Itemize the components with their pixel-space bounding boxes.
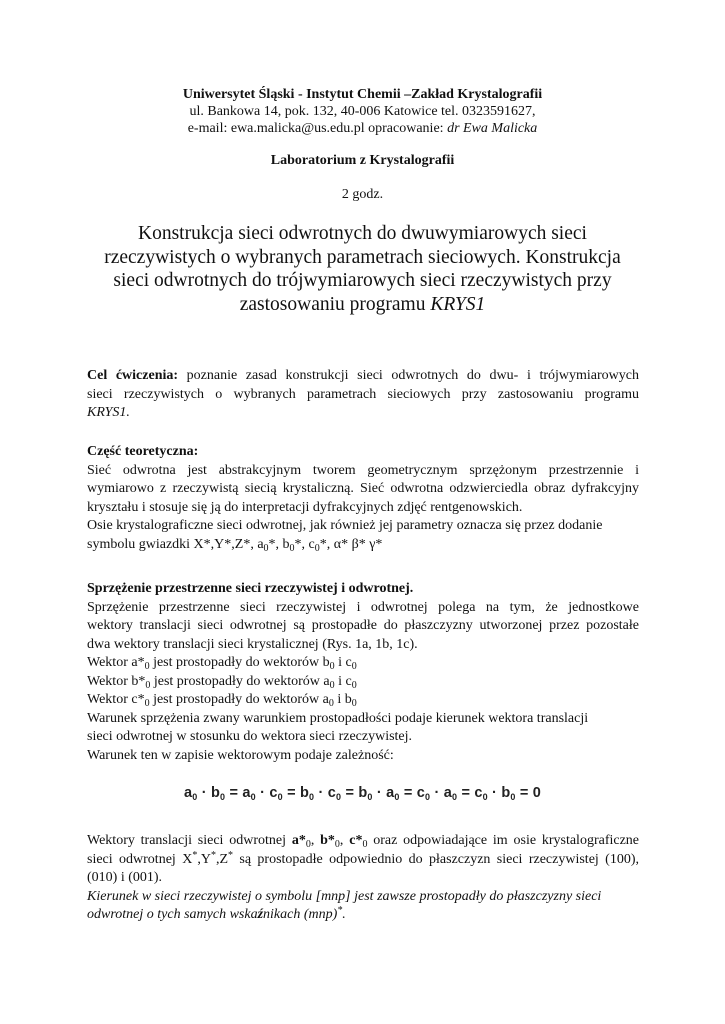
goal-line-1 — [87, 367, 639, 386]
theory-heading: Część teoretyczna: — [87, 444, 199, 459]
f-sub: 0 — [220, 792, 226, 802]
wa2: jest prostopadły do wektorów b — [149, 655, 330, 670]
vectors-section — [87, 832, 639, 925]
v-l5b: ź — [257, 907, 264, 922]
wa1: Wektor a* — [87, 655, 145, 670]
f-sub: 0 — [309, 792, 315, 802]
v-l1b: oraz odpowiadające im osie krystalograficzne — [367, 833, 640, 848]
theory-line-4: Osie krystalograficzne sieci odwrotnej, jak również jej parametry oznacza się przez dodanie — [87, 518, 603, 533]
l5c: *, c — [294, 536, 315, 552]
v-l1a: Wektory translacji sieci odwrotnej — [87, 833, 292, 848]
l5b: *, b — [268, 536, 290, 552]
v-l5a: odwrotnej o tych samych wska — [87, 907, 258, 922]
v-b: b* — [320, 833, 335, 848]
sub-0: 0 — [263, 542, 269, 554]
coupling-line-1: Sprzężenie przestrzenne sieci rzeczywistej i odwrotnej polega na tym, że jednostkowe — [87, 599, 639, 615]
goal-line-3: KRYS1. — [87, 405, 130, 420]
f-c: c — [474, 785, 483, 801]
sub-0: 0 — [328, 698, 334, 709]
goal-text-1: poznanie zasad konstrukcji sieci odwrotnych do dwu- i trójwymiarowych — [186, 368, 639, 383]
v-l5c: nikach (mnp) — [263, 907, 338, 922]
author-name: dr Ewa Malicka — [447, 121, 538, 136]
goal-label: Cel ćwiczenia: — [87, 368, 179, 383]
theory-line-3: kryształu i stosuje się ją do interpretacji dyfrakcyjnych zdjęć rentgenowskich. — [87, 499, 523, 515]
theory-line-2: wymiarowo z rzeczywistą siecią krystaliczną. Sieć odwrotna odzwierciedla obraz dyfrakcyjny — [87, 481, 639, 496]
f-sub: 0 — [482, 792, 488, 802]
lab-name: Laboratorium z Krystalografii — [270, 153, 455, 168]
f-eq: = — [282, 785, 300, 801]
v-l2b: ,Y — [197, 851, 211, 867]
f-dot: · — [197, 785, 211, 801]
sub-0: 0 — [329, 661, 335, 672]
address-line: ul. Bankowa 14, pok. 132, 40-006 Katowice tel. 0323591627, — [189, 104, 536, 119]
vectors-line-4: Kierunek w sieci rzeczywistej o symbolu [mnp] jest zawsze prostopadły do płaszczyzny sieci — [87, 888, 602, 904]
duration: 2 godz. — [341, 187, 384, 202]
star: * — [210, 849, 216, 861]
f-eq: = — [341, 785, 359, 801]
f-sub: 0 — [277, 792, 283, 802]
sub-0: 0 — [289, 542, 295, 554]
title-line-4-prefix: zastosowaniu programu — [239, 293, 426, 315]
vectors-line-3: (010) i (001). — [87, 870, 163, 885]
f-dot: · — [255, 785, 270, 801]
program-name: KRYS1 — [430, 293, 486, 315]
wc3: i b — [333, 692, 352, 707]
vector-b-line — [87, 673, 639, 692]
vectors-line-2 — [87, 851, 639, 870]
theory-line-1: Sieć odwrotna jest abstrakcyjnym tworem geometrycznym sprzężonym przestrzennie i — [87, 462, 639, 478]
sub-0: 0 — [144, 661, 150, 672]
title-line-1: Konstrukcja sieci odwrotnych do dwuwymiarowych sieci — [138, 223, 587, 244]
f-sub: 0 — [336, 792, 342, 802]
f-b: b — [501, 785, 511, 801]
f-c: c — [327, 785, 337, 801]
f-a: a — [443, 785, 452, 801]
f-result: 0 — [532, 785, 541, 801]
f-sub: 0 — [510, 792, 516, 802]
v-l2a: sieci odwrotnej X — [87, 851, 193, 867]
f-b: b — [358, 785, 368, 801]
coupling-line-9: Warunek ten w zapisie wektorowym podaje zależność: — [87, 747, 394, 763]
sub-0: 0 — [351, 698, 357, 709]
f-eq: = — [457, 785, 475, 801]
f-b: b — [299, 785, 310, 801]
f-sub: 0 — [367, 792, 373, 802]
vector-c-line — [87, 691, 639, 710]
f-sub: 0 — [425, 792, 431, 802]
star: * — [337, 905, 343, 916]
wc1: Wektor c* — [87, 692, 145, 707]
sub-0: 0 — [334, 839, 340, 850]
wb2: jest prostopadły do wektorów a — [150, 673, 330, 689]
f-eq: = — [515, 785, 533, 801]
wb3: i c — [334, 673, 352, 689]
v-c: c* — [349, 833, 363, 848]
f-dot: · — [430, 785, 444, 801]
star: * — [192, 849, 198, 861]
sub-0: 0 — [351, 679, 357, 691]
email-line — [0, 120, 725, 137]
wc2: jest prostopadły do wektorów a — [149, 692, 329, 707]
coupling-heading: Sprzężenie przestrzenne sieci rzeczywistej i odwrotnej. — [87, 581, 414, 596]
star: * — [228, 849, 233, 861]
orthogonality-formula — [0, 785, 725, 801]
f-a: a — [183, 785, 193, 801]
f-b: b — [210, 785, 221, 801]
coupling-section — [87, 580, 639, 765]
sub-0: 0 — [351, 661, 357, 672]
theory-line-5 — [87, 536, 639, 555]
sub-0: 0 — [314, 542, 320, 554]
f-sub: 0 — [250, 792, 256, 802]
coupling-line-7: Warunek sprzężenia zwany warunkiem prostopadłości podaje kierunek wektora translacji — [87, 710, 589, 726]
v-comma: , — [310, 833, 321, 848]
title-line-2: rzeczywistych o wybranych parametrach sieciowych. Konstrukcja — [104, 246, 621, 268]
sub-0: 0 — [329, 679, 335, 691]
sub-0: 0 — [145, 679, 151, 691]
f-dot: · — [314, 785, 328, 801]
v-l5d: . — [342, 907, 346, 922]
goal-line-2: sieci rzeczywistych o wybranych parametrach sieciowych przy zastosowaniu programu — [87, 386, 639, 402]
vectors-line-5 — [87, 906, 639, 925]
f-c: c — [416, 785, 426, 801]
wb1: Wektor b* — [87, 673, 146, 689]
title-line-3: sieci odwrotnych do trójwymiarowych sieci rzeczywistych przy — [113, 270, 612, 291]
coupling-line-3: dwa wektory translacji sieci krystalicznej (Rys. 1a, 1b, 1c). — [87, 636, 418, 652]
f-eq: = — [399, 785, 417, 801]
email-prefix: e-mail: ewa.malicka@us.edu.pl opracowanie: — [187, 121, 444, 136]
f-c: c — [269, 785, 278, 801]
l5d: *, α* β* γ* — [319, 536, 383, 552]
v-a: a* — [291, 833, 306, 848]
sub-0: 0 — [144, 698, 150, 709]
f-sub: 0 — [192, 792, 198, 802]
goal-section — [87, 367, 639, 423]
f-dot: · — [487, 785, 502, 801]
v-l2d: są prostopadłe odpowiednio do płaszczyzn sieci rzeczywistej (100), — [233, 851, 640, 867]
v-l2c: ,Z — [215, 851, 228, 867]
v-comma: , — [339, 833, 350, 848]
sub-0: 0 — [305, 839, 311, 850]
f-a: a — [242, 785, 251, 801]
coupling-line-2: wektory translacji sieci odwrotnej są prostopadłe do płaszczyzny utworzonej przez pozostałe — [87, 618, 639, 633]
f-sub: 0 — [452, 792, 458, 802]
f-a: a — [386, 785, 395, 801]
coupling-line-8: sieci odwrotnej w stosunku do wektora sieci rzeczywistej. — [87, 729, 413, 744]
wa3: i c — [334, 655, 352, 670]
vector-a-line — [87, 654, 639, 673]
sub-0: 0 — [362, 839, 368, 850]
l5a: symbolu gwiazdki X*,Y*,Z*, a — [87, 536, 264, 552]
f-dot: · — [372, 785, 387, 801]
document-title — [80, 222, 645, 316]
f-eq: = — [225, 785, 243, 801]
f-sub: 0 — [394, 792, 400, 802]
theory-section — [87, 443, 639, 554]
vectors-line-1 — [87, 832, 639, 851]
university-header: Uniwersytet Śląski - Instytut Chemii –Zakład Krystalografii — [182, 87, 543, 102]
title-line-4 — [80, 293, 645, 317]
